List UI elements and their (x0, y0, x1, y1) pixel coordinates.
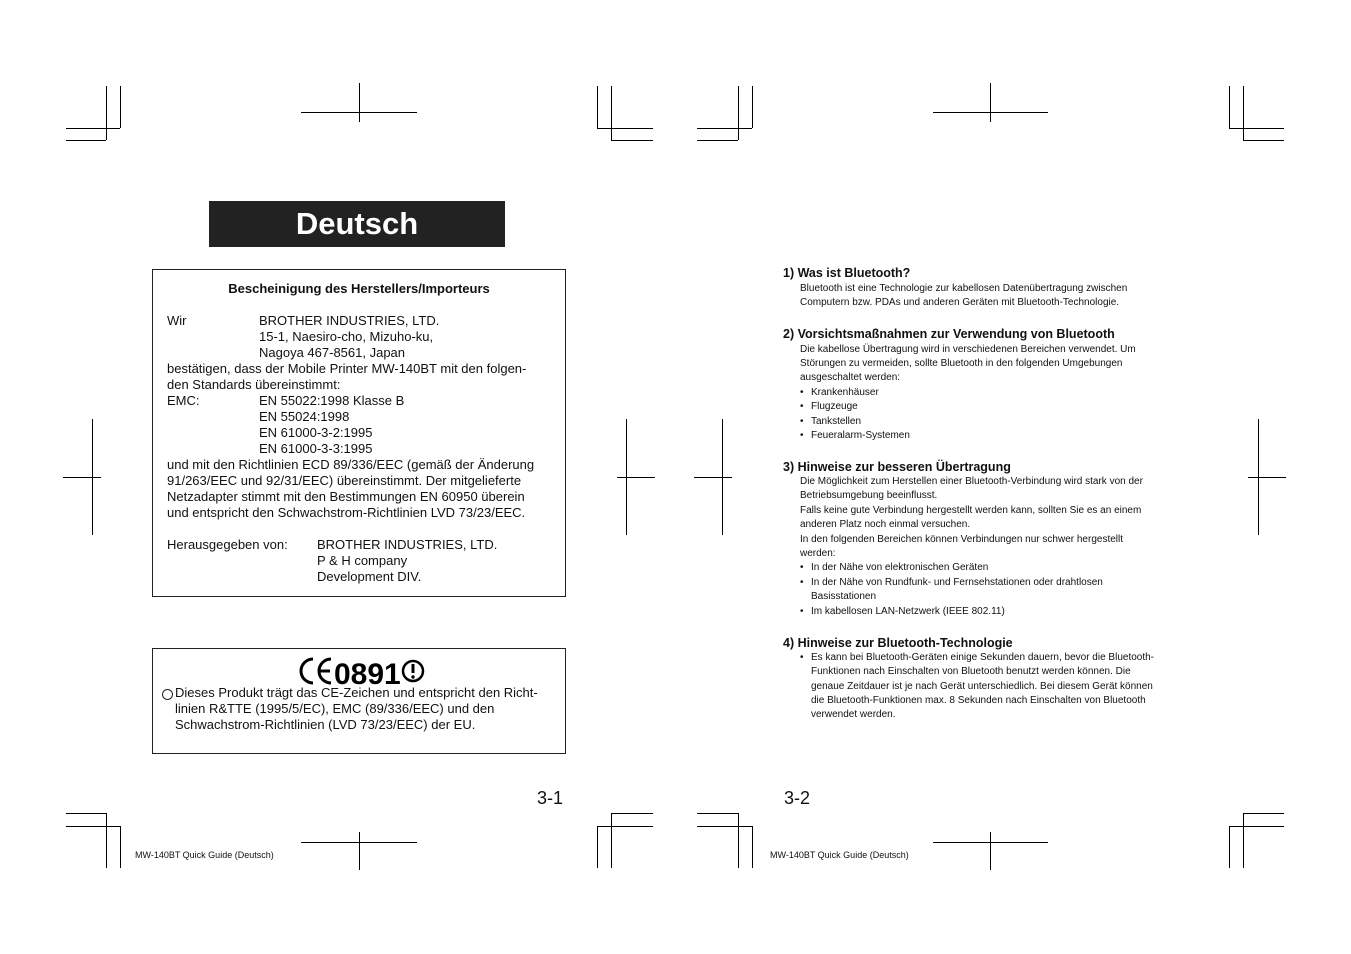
certificate-box (152, 269, 566, 597)
section-text: Die Möglichkeit zum Herstellen einer Bluetooth-Verbindung wird stark von der (800, 476, 1143, 487)
address-line: Nagoya 467-8561, Japan (259, 345, 406, 360)
certificate-title: Bescheinigung des Herstellers/Importeurs (228, 281, 490, 296)
issuer-line: Development DIV. (317, 569, 422, 584)
section-text: Computern bzw. PDAs und anderen Geräten mit Bluetooth-Technologie. (800, 297, 1120, 308)
section-text: ausgeschaltet werden: (800, 372, 901, 383)
page-number: 3-2 (784, 788, 811, 808)
issued-label: Herausgegeben von: (167, 537, 288, 552)
company-name: BROTHER INDUSTRIES, LTD. (259, 313, 440, 328)
language-title: Deutsch (209, 201, 505, 247)
standard-item: EN 55022:1998 Klasse B (259, 393, 405, 408)
directive-line: und entspricht den Schwachstrom-Richtlinien LVD 73/23/EEC. (167, 505, 526, 520)
section-heading: 1) Was ist Bluetooth? (783, 266, 911, 280)
standard-item: EN 61000-3-3:1995 (259, 441, 373, 456)
section-heading: 4) Hinweise zur Bluetooth-Technologie (783, 636, 1013, 650)
section-text: In den folgenden Bereichen können Verbindungen nur schwer hergestellt (800, 534, 1124, 545)
issuer-line: P & H company (317, 553, 408, 568)
section-text: Bluetooth ist eine Technologie zur kabellosen Datenübertragung zwischen (800, 283, 1128, 294)
directive-line: Netzadapter stimmt mit den Bestimmungen EN 60950 überein (167, 489, 525, 504)
section-text: Die kabellose Übertragung wird in verschiedenen Bereichen verwendet. Um (800, 344, 1136, 355)
emc-label: EMC: (167, 393, 200, 408)
page-footer: MW-140BT Quick Guide (Deutsch) (770, 850, 909, 860)
bullet-circle-icon (162, 689, 173, 700)
ce-text-line: Dieses Produkt trägt das CE-Zeichen und entspricht den Richt- (175, 685, 538, 700)
ce-text-line: Schwachstrom-Richtlinien (LVD 73/23/EEC) der EU. (175, 717, 476, 732)
section-heading: 2) Vorsichtsmaßnahmen zur Verwendung von Bluetooth (783, 327, 1115, 341)
page-number: 3-1 (537, 788, 564, 808)
directive-line: und mit den Richtlinien ECD 89/336/EEC (gemäß der Änderung (167, 457, 535, 472)
section-text: Betriebsumgebung beeinflusst. (800, 490, 938, 501)
issuer-line: BROTHER INDUSTRIES, LTD. (317, 537, 498, 552)
section-text: Falls keine gute Verbindung hergestellt werden kann, sollten Sie es an einem (800, 505, 1142, 516)
address-line: 15-1, Naesiro-cho, Mizuho-ku, (259, 329, 434, 344)
standard-item: EN 55024:1998 (259, 409, 350, 424)
ce-text-line: linien R&TTE (1995/5/EC), EMC (89/336/EEC) und den (175, 701, 495, 716)
directive-line: 91/263/EEC und 92/31/EEC) übereinstimmt. Der mitgelieferte (167, 473, 522, 488)
section-text: anderen Platz noch einmal versuchen. (800, 519, 971, 530)
page-footer: MW-140BT Quick Guide (Deutsch) (135, 850, 274, 860)
ce-mark-number: 0891 (334, 658, 401, 691)
section-text: werden: (800, 548, 836, 559)
section-heading: 3) Hinweise zur besseren Übertragung (783, 460, 1011, 474)
confirm-line: bestätigen, dass der Mobile Printer MW-140BT mit den folgen- (167, 361, 527, 376)
ce-declaration-box (152, 648, 566, 754)
standard-item: EN 61000-3-2:1995 (259, 425, 373, 440)
confirm-line: den Standards übereinstimmt: (167, 377, 341, 392)
section-text: Störungen zu vermeiden, sollte Bluetooth in den folgenden Umgebungen (800, 358, 1123, 369)
wir-label: Wir (167, 313, 187, 328)
